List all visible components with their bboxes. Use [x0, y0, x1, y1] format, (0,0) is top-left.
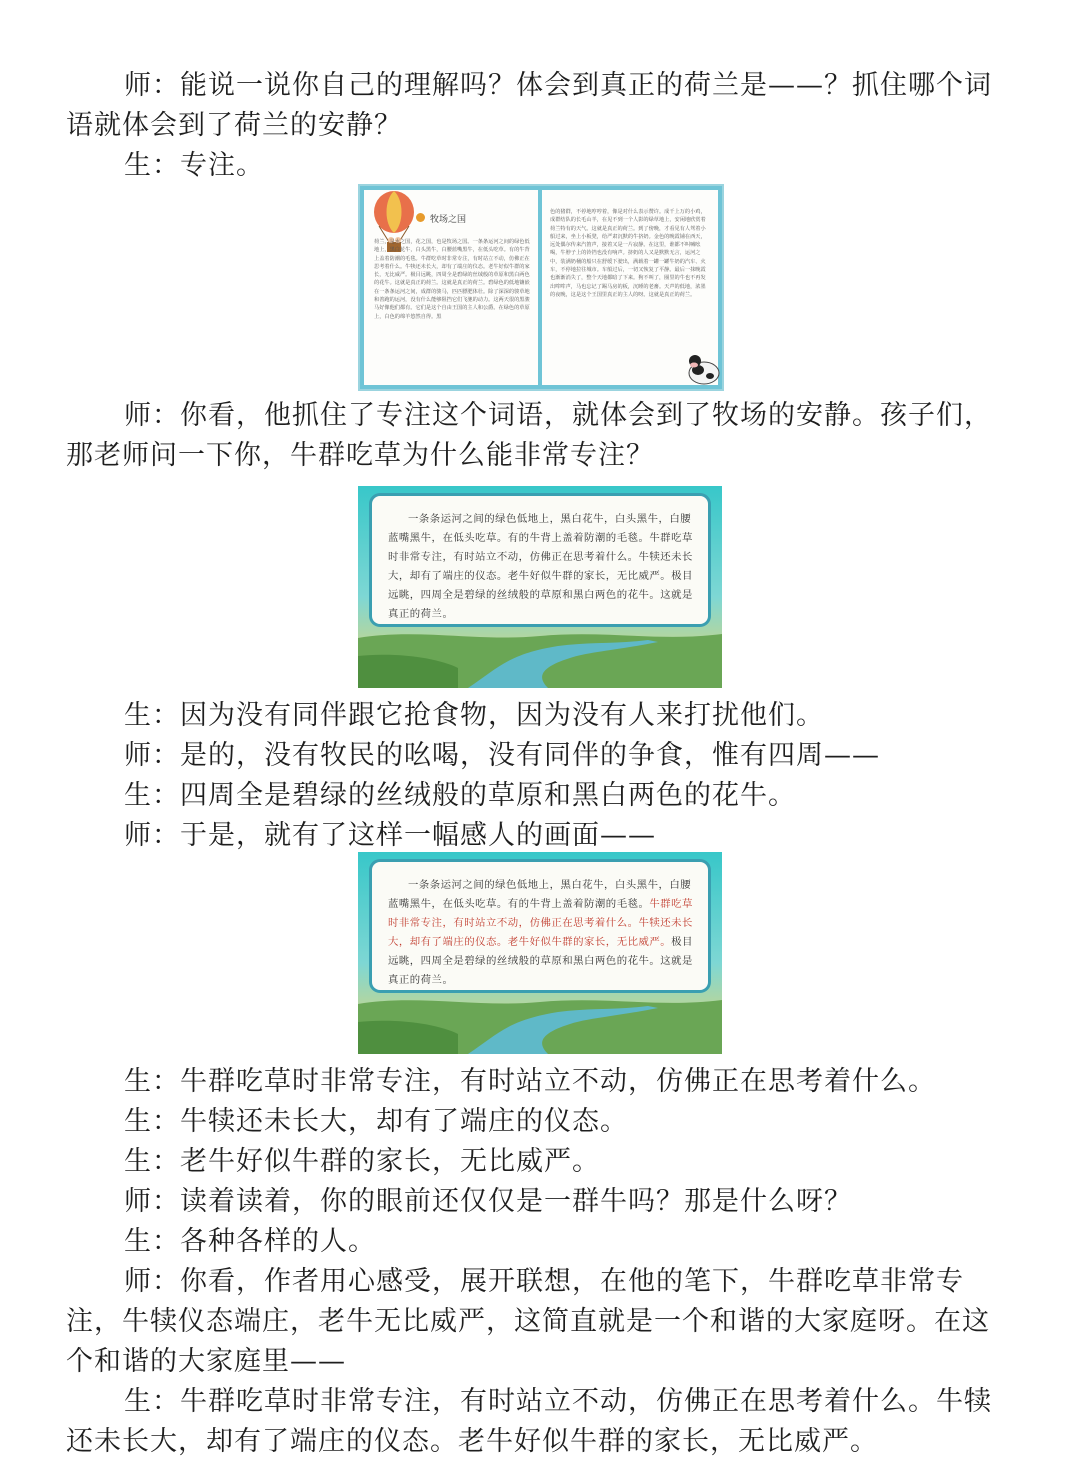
passage-text-ending: 极目远眺，四周全是碧绿的丝绒般的草原和黑白两色的花牛。这就是真正的荷兰。 [388, 570, 693, 620]
paragraph-teacher-3: 师：是的，没有牧民的吆喝，没有同伴的争食，惟有四周—— [124, 740, 880, 771]
paragraph-student-3: 生：四周全是碧绿的丝绒般的草原和黑白两色的花牛。 [124, 780, 796, 811]
passage-text [388, 510, 694, 624]
paragraph-teacher-6: 师：你看，作者用心感受，展开联想，在他的笔下，牛群吃草非常专注，牛犊仪态端庄，老牛无比威严，这简直就是一个和谐的大家庭呀。在这个和谐的大家庭里—— [66, 1266, 990, 1377]
passage-text-intro: 一条条运河之间的绿色低地上，黑白花牛，白头黑牛，白腰蓝嘴黑牛，在低头吃草。有的牛背上盖着防潮的毛毯。 [388, 879, 692, 910]
passage-text-focus: 牛群吃草时非常专注，有时站立不动，仿佛正在思考着什么。牛犊还未长大，却有了端庄的仪态。老牛好似牛群的家长，无比威严。 [388, 532, 693, 582]
paragraph-teacher-2: 师：你看，他抓住了专注这个词语，就体会到了牧场的安静。孩子们，那老师问一下你，牛群吃草为什么能非常专注？ [66, 400, 992, 471]
paragraph-student-5: 生：牛犊还未长大，却有了端庄的仪态。 [124, 1106, 628, 1137]
paragraph-student-7: 生：各种各样的人。 [124, 1226, 376, 1257]
passage-slide-plain [358, 486, 722, 688]
passage-text-highlight: 牛群吃草时非常专注，有时站立不动，仿佛正在思考着什么。牛犊还未长大，却有了端庄的仪态。老牛好似牛群的家长，无比威严。 [388, 898, 693, 948]
river-landscape-illustration [358, 608, 722, 688]
passage-card [372, 496, 708, 624]
paragraph-student-4: 生：牛群吃草时非常专注，有时站立不动，仿佛正在思考着什么。 [124, 1066, 936, 1097]
passage-text [388, 876, 694, 990]
passage-card [372, 862, 708, 990]
cow-icon [686, 353, 720, 385]
paragraph-teacher-1: 师：能说一说你自己的理解吗？体会到真正的荷兰是——？抓住哪个词语就体会到了荷兰的安静？ [66, 70, 992, 141]
textbook-right-text: 色的猪群，不停地哼哼着，像是对什么表示赞许。成千上万的小鸡，成群结队的长毛山羊，在见不到一个人影的绿草地上，安闲地欣赏着荷兰特有的天气。这就是真正的荷兰。到了傍晚，才看见有人驾着小船过来，坐上小板凳，给严肃沉默的牛挤奶。金色的晚霞铺在西天，远处偶尔传来汽笛声，接着又是一片寂静。在这里，谁都不叫喊吆喝，牛脖子上的铃铛也没有响声。挤奶的人又是默默无言，运河之中，装满奶桶的船只在舒缓下驶出，满载着一罐一罐牛奶的汽车、火车，不停地拉往城市。车船过后，一切又恢复了平静。最后一抹晚霞也渐渐消失了，整个天地都暗了下来。狗不叫了，圈里的牛也不再发出哞哞声，马也忘记了踢马房的板，沉睡的老畜。天声的低地，浓墨的夜晚，这是这个王国里真正的主人的呀。这就是真正的荷兰。 [550, 209, 706, 298]
paragraph-teacher-5: 师：读着读着，你的眼前还仅仅是一群牛吗？那是什么呀？ [124, 1186, 852, 1217]
paragraph-student-8: 生：牛群吃草时非常专注，有时站立不动，仿佛正在思考着什么。牛犊还未长大，却有了端庄的仪态。老牛好似牛群的家长，无比威严。 [66, 1386, 992, 1457]
passage-text-intro: 一条条运河之间的绿色低地上，黑白花牛，白头黑牛，白腰蓝嘴黑牛，在低头吃草。有的牛背上盖着防潮的毛毯。 [388, 513, 692, 544]
title-bullet-icon [416, 213, 425, 222]
paragraph-student-1: 生：专注。 [124, 150, 264, 181]
passage-slide-highlighted [358, 852, 722, 1054]
river-landscape-illustration [358, 974, 722, 1054]
textbook-title: 牧场之国 [430, 215, 467, 225]
textbook-right-page [542, 190, 718, 385]
paragraph-student-6: 生：老牛好似牛群的家长，无比威严。 [124, 1146, 600, 1177]
textbook-left-page [364, 190, 538, 385]
paragraph-teacher-4: 师：于是，就有了这样一幅感人的画面—— [124, 820, 656, 851]
passage-text-ending: 极目远眺，四周全是碧绿的丝绒般的草原和黑白两色的花牛。这就是真正的荷兰。 [388, 936, 693, 986]
textbook-spread-image [358, 184, 724, 391]
paragraph-student-2: 生：因为没有同伴跟它抢食物，因为没有人来打扰他们。 [124, 700, 824, 731]
textbook-left-text: 荷兰，是水之国，花之国，也是牧场之国。一条条运河之间的绿色低地上，黑白花牛，白头黑牛，白腰蓝嘴黑牛，在低头吃草。有的牛背上盖着防潮的毛毯。牛群吃草时非常专注，有时站立不动，仿佛正在思考着什么。牛犊还未长大，却有了端庄的仪态。老牛好似牛群的家长，无比威严。极目远眺，四周全是碧绿的丝绒般的草原和黑白两色的花牛。这就是真正的荷兰。这就是真正的荷兰。碧绿色的低地镶嵌在一条条运河之间，成群的骏马，匹匹膘肥体壮。除了深深的骏草地和善跑的运河，没有什么能够阻挡它们飞驰的动力。这两天很的黑骏马好像他们都有。它们是这个自由王国的主人和公爵。在绿色的草原上，白色的绵羊悠然自得。黑 [374, 239, 530, 320]
